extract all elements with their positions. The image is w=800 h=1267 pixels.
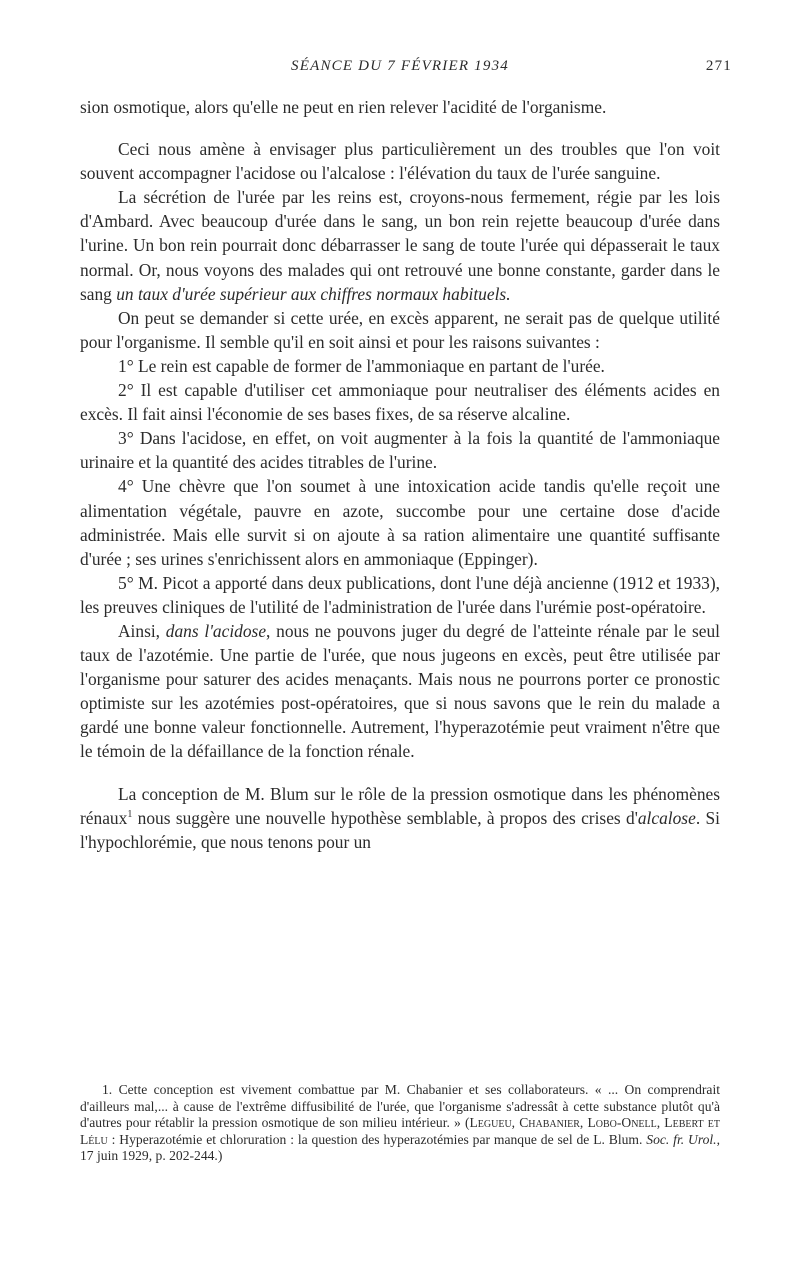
footnote-authors: Legueu, Chabanier, Lobo-Onell, Lebert et Lélu bbox=[80, 1115, 720, 1147]
paragraph bbox=[80, 619, 720, 764]
paragraph-continuation: sion osmotique, alors qu'elle ne peut en rien relever l'acidité de l'organisme. bbox=[80, 97, 607, 117]
list-item: 2° Il est capable d'utiliser cet ammoniaque pour neutraliser des éléments acides en excès. Il fait ainsi l'économie de ses bases fixes, de sa réserve alcaline. bbox=[80, 380, 720, 425]
list-item: 5° M. Picot a apporté dans deux publications, dont l'une déjà ancienne (1912 et 1933), les preuves cliniques de l'utilité de l'administration de l'urée dans l'urémie post-opératoire. bbox=[80, 572, 720, 617]
paragraph-text: . Si l'hypochlorémie, que nous tenons pour un bbox=[80, 807, 720, 852]
paragraph-text: La sécrétion de l'urée par les reins est, croyons-nous fermement, régie par les lois d'Ambard. Avec beaucoup d'urée dans le sang, un bon rein rejette beaucoup d'urée dans l'urine. Un bon rein pourrait donc débarrasser le sang de toute l'urée qui dépasserait le taux normal. Or, nous voyons des malades qui ont retrouvé une bonne constante, garder dans le sang bbox=[80, 187, 720, 304]
running-title: SÉANCE DU 7 FÉVRIER 1934 bbox=[291, 58, 509, 74]
footnote bbox=[80, 1082, 720, 1165]
paragraph-text: La conception de M. Blum sur le rôle de la pression osmotique dans les phénomènes rénaux bbox=[80, 783, 720, 828]
footnote-text: : Hyperazotémie et chloruration : la question des hyperazotémies par manque de sel de L. Blum. bbox=[107, 1131, 647, 1147]
paragraph-text: , nous ne pouvons juger du degré de l'atteinte rénale par le seul taux de l'azotémie. Une partie de l'urée, que nous jugeons en excès, peut être utilisée par l'organisme pour saturer des acides menaçants. Mais nous ne pourrons porter ce pronostic optimiste sur les azotémies post-opératoires, que si nous savons que le rein du malade a gardé une bonne valeur fonctionnelle. Autrement, l'hyperazotémie peut vraiment n'être que le témoin de la défaillance de la fonction rénale. bbox=[80, 620, 720, 762]
italic-text: alcalose bbox=[637, 807, 696, 828]
list-item: 4° Une chèvre que l'on soumet à une intoxication acide tandis qu'elle reçoit une alimentation végétale, pauvre en azote, succombe pour une certaine dose d'acide administrée. Mais elle survit si on ajoute à sa ration alimentaire une quantité suffisante d'urée ; ses urines s'enrichissent alors en ammoniaque (Eppinger). bbox=[80, 476, 720, 569]
paragraph bbox=[80, 782, 720, 854]
paragraph bbox=[80, 185, 720, 305]
paragraph-gap bbox=[80, 119, 720, 137]
list-item: 3° Dans l'acidose, en effet, on voit augmenter à la fois la quantité de l'ammoniaque urinaire et la quantité des acides titrables de l'urine. bbox=[80, 428, 720, 473]
italic-text: dans l'acidose bbox=[165, 620, 267, 641]
footnotes bbox=[80, 1082, 720, 1165]
paragraph: On peut se demander si cette urée, en excès apparent, ne serait pas de quelque utilité pour l'organisme. Il semble qu'il en soit ainsi et pour les raisons suivantes : bbox=[80, 307, 720, 352]
paragraph-gap bbox=[80, 764, 720, 782]
paragraph: Ceci nous amène à envisager plus particulièrement un des troubles que l'on voit souvent accompagner l'acidose ou l'alcalose : l'élévation du taux de l'urée sanguine. bbox=[80, 139, 720, 184]
page-number: 271 bbox=[705, 58, 732, 74]
body-text bbox=[80, 95, 720, 854]
running-header bbox=[80, 58, 732, 82]
footnote-text: , 17 juin 1929, p. 202-244.) bbox=[80, 1131, 720, 1164]
paragraph-text: Ainsi, bbox=[118, 620, 166, 641]
list-item: 1° Le rein est capable de former de l'ammoniaque en partant de l'urée. bbox=[118, 355, 605, 376]
footnote-marker[interactable]: 1 bbox=[127, 808, 133, 820]
footnote-journal: Soc. fr. Urol. bbox=[646, 1131, 717, 1147]
footnote-text: 1. Cette conception est vivement combattue par M. Chabanier et ses collaborateurs. « ... On comprendrait d'ailleurs mal,... à cause de l'extrême diffusibilité de l'urée, que l'organisme s'adressât à cette substance plutôt qu'à d'autres pour rétablir la pression osmotique de son milieu intérieur. » ( bbox=[80, 1082, 720, 1131]
italic-text: un taux d'urée supérieur aux chiffres normaux habituels. bbox=[116, 283, 511, 304]
paragraph-text: nous suggère une nouvelle hypothèse semblable, à propos des crises d' bbox=[132, 807, 638, 828]
